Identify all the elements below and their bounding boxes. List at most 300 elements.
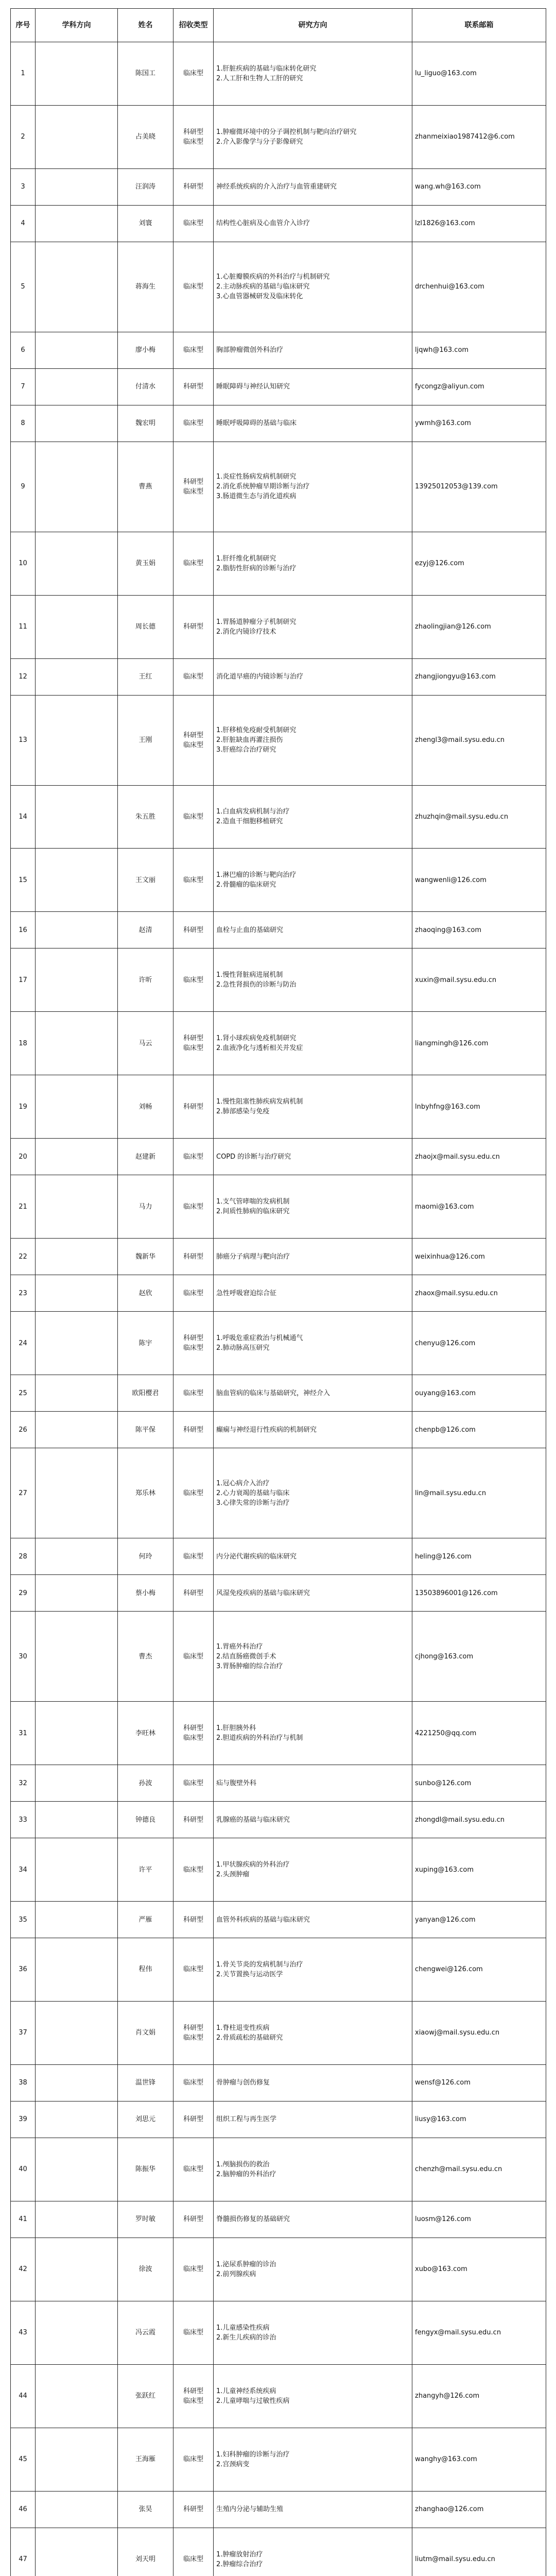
row-number: 24	[11, 1312, 36, 1375]
supervisor-name: 王红	[118, 658, 173, 695]
row-number: 38	[11, 2064, 36, 2101]
table-row	[11, 1612, 546, 1702]
supervisor-name: 刘畅	[118, 1075, 173, 1139]
table-row	[11, 368, 546, 405]
row-number: 25	[11, 1375, 36, 1412]
discipline-cell	[36, 1901, 118, 1938]
discipline-cell	[36, 2364, 118, 2428]
row-number: 20	[11, 1139, 36, 1175]
discipline-cell	[36, 2528, 118, 2576]
research-direction: 1.慢性肾脏病进展机制 2.急性肾损伤的诊断与防治	[214, 948, 412, 1012]
admission-type: 临床型	[173, 849, 214, 912]
row-number: 40	[11, 2138, 36, 2201]
table-row	[11, 1175, 546, 1239]
discipline-cell	[36, 332, 118, 368]
supervisor-name: 付清水	[118, 368, 173, 405]
header-cell: 研究方向	[214, 9, 412, 42]
research-direction: 1.儿童感染性疾病 2.新生儿疾病的诊治	[214, 2301, 412, 2364]
admission-type: 临床型	[173, 2301, 214, 2364]
table-row	[11, 532, 546, 595]
research-direction: 1.肾小球疾病免疫机制研究 2.血液净化与透析相关并发症	[214, 1012, 412, 1075]
research-direction: 1.肝纤维化机制研究 2.脂肪性肝病的诊断与治疗	[214, 532, 412, 595]
admission-type: 科研型	[173, 1239, 214, 1275]
admission-type: 科研型	[173, 1412, 214, 1448]
row-number: 12	[11, 658, 36, 695]
research-direction: 1.胃肠道肿瘤分子机制研究 2.消化内镜诊疗技术	[214, 595, 412, 658]
table-row	[11, 1075, 546, 1139]
row-number: 31	[11, 1702, 36, 1765]
row-number: 37	[11, 2001, 36, 2064]
table-row	[11, 42, 546, 106]
contact-email: zhanghao@126.com	[412, 2491, 546, 2528]
discipline-cell	[36, 405, 118, 442]
header-cell: 姓名	[118, 9, 173, 42]
table-row	[11, 2064, 546, 2101]
contact-email: zhaox@mail.sysu.edu.cn	[412, 1275, 546, 1312]
research-direction: 血栓与止血的基础研究	[214, 912, 412, 948]
header-cell: 招收类型	[173, 9, 214, 42]
discipline-cell	[36, 168, 118, 205]
research-direction: 1.心脏瓣膜疾病的外科治疗与机制研究 2.主动脉疾病的基础与临床研究 3.心血管器械研发及临床转化	[214, 242, 412, 332]
discipline-cell	[36, 948, 118, 1012]
admission-type: 科研型	[173, 1802, 214, 1838]
contact-email: zhengl3@mail.sysu.edu.cn	[412, 695, 546, 785]
admission-type: 科研型 临床型	[173, 442, 214, 532]
row-number: 11	[11, 595, 36, 658]
research-direction: 1.肝脏疾病的基础与临床转化研究 2.人工肝和生物人工肝的研究	[214, 42, 412, 106]
supervisor-name: 李旺林	[118, 1702, 173, 1765]
table-row	[11, 785, 546, 849]
discipline-cell	[36, 105, 118, 168]
contact-email: fycongz@aliyun.com	[412, 368, 546, 405]
research-direction: COPD 的诊断与治疗研究	[214, 1139, 412, 1175]
supervisor-name: 刘寰	[118, 205, 173, 242]
research-direction: 1.炎症性肠病发病机制研究 2.消化系统肿瘤早期诊断与治疗 3.肠道微生态与消化道疾病	[214, 442, 412, 532]
supervisor-name: 马力	[118, 1175, 173, 1239]
document-page	[10, 8, 546, 2576]
table-row	[11, 1765, 546, 1801]
row-number: 2	[11, 105, 36, 168]
contact-email: wangwenli@126.com	[412, 849, 546, 912]
admission-type: 科研型 临床型	[173, 1702, 214, 1765]
discipline-cell	[36, 2101, 118, 2138]
row-number: 15	[11, 849, 36, 912]
admission-type: 临床型	[173, 2064, 214, 2101]
table-row	[11, 1702, 546, 1765]
admission-type: 临床型	[173, 332, 214, 368]
research-direction: 1.肝胆胰外科 2.胆道疾病的外科治疗与机制	[214, 1702, 412, 1765]
supervisor-name: 罗时敏	[118, 2201, 173, 2238]
discipline-cell	[36, 2001, 118, 2064]
row-number: 34	[11, 1838, 36, 1902]
contact-email: xiaowj@mail.sysu.edu.cn	[412, 2001, 546, 2064]
supervisor-name: 陈国工	[118, 42, 173, 106]
supervisor-name: 蒋海生	[118, 242, 173, 332]
table-row	[11, 1802, 546, 1838]
contact-email: wensf@126.com	[412, 2064, 546, 2101]
contact-email: yanyan@126.com	[412, 1901, 546, 1938]
row-number: 26	[11, 1412, 36, 1448]
admission-type: 科研型 临床型	[173, 1312, 214, 1375]
contact-email: zhuzhqin@mail.sysu.edu.cn	[412, 785, 546, 849]
row-number: 30	[11, 1612, 36, 1702]
supervisor-name: 曹杰	[118, 1612, 173, 1702]
table-row	[11, 242, 546, 332]
admission-type: 临床型	[173, 785, 214, 849]
table-row	[11, 105, 546, 168]
table-row	[11, 1448, 546, 1538]
discipline-cell	[36, 1538, 118, 1575]
discipline-cell	[36, 595, 118, 658]
admission-type: 科研型	[173, 2201, 214, 2238]
table-row	[11, 2491, 546, 2528]
supervisor-name: 欧阳樱君	[118, 1375, 173, 1412]
table-row	[11, 595, 546, 658]
discipline-cell	[36, 1075, 118, 1139]
research-direction: 1.呼吸危重症救治与机械通气 2.肺动脉高压研究	[214, 1312, 412, 1375]
table-row	[11, 948, 546, 1012]
contact-email: zhaojx@mail.sysu.edu.cn	[412, 1139, 546, 1175]
discipline-cell	[36, 1375, 118, 1412]
row-number: 21	[11, 1175, 36, 1239]
discipline-cell	[36, 532, 118, 595]
research-direction: 1.儿童神经系统疾病 2.儿童哮喘与过敏性疾病	[214, 2364, 412, 2428]
supervisor-name: 曹燕	[118, 442, 173, 532]
research-direction: 1.肝移植免疫耐受机制研究 2.肝脏缺血再灌注损伤 3.肝癌综合治疗研究	[214, 695, 412, 785]
contact-email: zhanmeixiao1987412@6.com	[412, 105, 546, 168]
discipline-cell	[36, 1765, 118, 1801]
table-row	[11, 332, 546, 368]
discipline-cell	[36, 1575, 118, 1612]
discipline-cell	[36, 1612, 118, 1702]
contact-email: chenzh@mail.sysu.edu.cn	[412, 2138, 546, 2201]
supervisor-name: 陈振华	[118, 2138, 173, 2201]
discipline-cell	[36, 205, 118, 242]
admission-type: 临床型	[173, 2138, 214, 2201]
supervisor-name: 肖文娟	[118, 2001, 173, 2064]
row-number: 18	[11, 1012, 36, 1075]
admission-type: 科研型	[173, 912, 214, 948]
supervisor-name: 朱五胜	[118, 785, 173, 849]
supervisor-table	[10, 8, 546, 2576]
research-direction: 睡眠呼吸障碍的基础与临床	[214, 405, 412, 442]
row-number: 46	[11, 2491, 36, 2528]
admission-type: 临床型	[173, 2238, 214, 2301]
contact-email: drchenhui@163.com	[412, 242, 546, 332]
discipline-cell	[36, 442, 118, 532]
supervisor-name: 程伟	[118, 1938, 173, 2002]
discipline-cell	[36, 2064, 118, 2101]
contact-email: luosm@126.com	[412, 2201, 546, 2238]
row-number: 32	[11, 1765, 36, 1801]
table-row	[11, 1012, 546, 1075]
discipline-cell	[36, 912, 118, 948]
contact-email: liusy@163.com	[412, 2101, 546, 2138]
discipline-cell	[36, 1012, 118, 1075]
discipline-cell	[36, 1412, 118, 1448]
supervisor-name: 孙波	[118, 1765, 173, 1801]
research-direction: 1.泌尿系肿瘤的诊治 2.前列腺疾病	[214, 2238, 412, 2301]
discipline-cell	[36, 2138, 118, 2201]
research-direction: 胸部肿瘤微创外科治疗	[214, 332, 412, 368]
admission-type: 科研型	[173, 595, 214, 658]
admission-type: 科研型 临床型	[173, 695, 214, 785]
row-number: 3	[11, 168, 36, 205]
row-number: 4	[11, 205, 36, 242]
row-number: 6	[11, 332, 36, 368]
admission-type: 临床型	[173, 242, 214, 332]
discipline-cell	[36, 1239, 118, 1275]
admission-type: 临床型	[173, 658, 214, 695]
discipline-cell	[36, 1838, 118, 1902]
admission-type: 科研型 临床型	[173, 2001, 214, 2064]
research-direction: 1.脊柱退变性疾病 2.骨质疏松的基础研究	[214, 2001, 412, 2064]
admission-type: 临床型	[173, 1375, 214, 1412]
row-number: 13	[11, 695, 36, 785]
supervisor-name: 王文丽	[118, 849, 173, 912]
supervisor-name: 周长德	[118, 595, 173, 658]
contact-email: maomi@163.com	[412, 1175, 546, 1239]
supervisor-name: 魏宏明	[118, 405, 173, 442]
row-number: 29	[11, 1575, 36, 1612]
research-direction: 内分泌代谢疾病的临床研究	[214, 1538, 412, 1575]
research-direction: 1.甲状腺疾病的外科治疗 2.头颈肿瘤	[214, 1838, 412, 1902]
table-row	[11, 1312, 546, 1375]
research-direction: 1.支气管哮喘的发病机制 2.间质性肺病的临床研究	[214, 1175, 412, 1239]
table-row	[11, 2001, 546, 2064]
supervisor-name: 温世锋	[118, 2064, 173, 2101]
row-number: 10	[11, 532, 36, 595]
discipline-cell	[36, 1938, 118, 2002]
table-row	[11, 168, 546, 205]
table-row	[11, 912, 546, 948]
row-number: 16	[11, 912, 36, 948]
admission-type: 科研型	[173, 368, 214, 405]
row-number: 22	[11, 1239, 36, 1275]
research-direction: 1.胃癌外科治疗 2.结直肠癌微创手术 3.胃肠肿瘤的综合治疗	[214, 1612, 412, 1702]
supervisor-name: 汪润涛	[118, 168, 173, 205]
contact-email: lin@mail.sysu.edu.cn	[412, 1448, 546, 1538]
discipline-cell	[36, 2301, 118, 2364]
admission-type: 科研型	[173, 1901, 214, 1938]
supervisor-name: 陈平保	[118, 1412, 173, 1448]
table-row	[11, 1838, 546, 1902]
research-direction: 癫痫与神经退行性疾病的机制研究	[214, 1412, 412, 1448]
contact-email: xubo@163.com	[412, 2238, 546, 2301]
row-number: 5	[11, 242, 36, 332]
row-number: 23	[11, 1275, 36, 1312]
research-direction: 脑血管病的临床与基础研究，神经介入	[214, 1375, 412, 1412]
table-row	[11, 2101, 546, 2138]
table-row	[11, 2301, 546, 2364]
supervisor-name: 徐波	[118, 2238, 173, 2301]
admission-type: 科研型	[173, 1575, 214, 1612]
contact-email: fengyx@mail.sysu.edu.cn	[412, 2301, 546, 2364]
contact-email: ljqwh@163.com	[412, 332, 546, 368]
discipline-cell	[36, 785, 118, 849]
row-number: 33	[11, 1802, 36, 1838]
admission-type: 临床型	[173, 532, 214, 595]
contact-email: ywmh@163.com	[412, 405, 546, 442]
discipline-cell	[36, 368, 118, 405]
admission-type: 临床型	[173, 1612, 214, 1702]
contact-email: chenpb@126.com	[412, 1412, 546, 1448]
contact-email: lzl1826@163.com	[412, 205, 546, 242]
contact-email: zhaoqing@163.com	[412, 912, 546, 948]
discipline-cell	[36, 242, 118, 332]
header-cell: 学科方向	[36, 9, 118, 42]
discipline-cell	[36, 695, 118, 785]
row-number: 19	[11, 1075, 36, 1139]
contact-email: zhaolingjian@126.com	[412, 595, 546, 658]
discipline-cell	[36, 1175, 118, 1239]
discipline-cell	[36, 1702, 118, 1765]
research-direction: 血管外科疾病的基础与临床研究	[214, 1901, 412, 1938]
supervisor-name: 钟德良	[118, 1802, 173, 1838]
admission-type: 临床型	[173, 405, 214, 442]
row-number: 39	[11, 2101, 36, 2138]
supervisor-name: 冯云霞	[118, 2301, 173, 2364]
admission-type: 科研型 临床型	[173, 105, 214, 168]
header-cell: 序号	[11, 9, 36, 42]
research-direction: 脊髓损伤修复的基础研究	[214, 2201, 412, 2238]
table-row	[11, 1375, 546, 1412]
table-row	[11, 2428, 546, 2491]
header-cell: 联系邮箱	[412, 9, 546, 42]
research-direction: 1.颅脑损伤的救治 2.脑肿瘤的外科治疗	[214, 2138, 412, 2201]
supervisor-name: 黄玉娟	[118, 532, 173, 595]
table-row	[11, 1538, 546, 1575]
contact-email: xuping@163.com	[412, 1838, 546, 1902]
row-number: 43	[11, 2301, 36, 2364]
supervisor-name: 王海雁	[118, 2428, 173, 2491]
research-direction: 1.慢性阻塞性肺疾病发病机制 2.肺部感染与免疫	[214, 1075, 412, 1139]
supervisor-name: 赵欣	[118, 1275, 173, 1312]
row-number: 1	[11, 42, 36, 106]
row-number: 9	[11, 442, 36, 532]
table-row	[11, 695, 546, 785]
supervisor-name: 张跃红	[118, 2364, 173, 2428]
admission-type: 科研型	[173, 2491, 214, 2528]
supervisor-name: 张昊	[118, 2491, 173, 2528]
table-row	[11, 1412, 546, 1448]
table-row	[11, 205, 546, 242]
row-number: 44	[11, 2364, 36, 2428]
row-number: 47	[11, 2528, 36, 2576]
table-row	[11, 1901, 546, 1938]
table-row	[11, 1575, 546, 1612]
discipline-cell	[36, 1312, 118, 1375]
admission-type: 临床型	[173, 2528, 214, 2576]
contact-email: heling@126.com	[412, 1538, 546, 1575]
contact-email: chengwei@126.com	[412, 1938, 546, 2002]
row-number: 14	[11, 785, 36, 849]
research-direction: 1.白血病发病机制与治疗 2.造血干细胞移植研究	[214, 785, 412, 849]
supervisor-name: 魏新华	[118, 1239, 173, 1275]
contact-email: ouyang@163.com	[412, 1375, 546, 1412]
table-row	[11, 849, 546, 912]
admission-type: 科研型	[173, 1075, 214, 1139]
table-row	[11, 2364, 546, 2428]
discipline-cell	[36, 2238, 118, 2301]
table-row	[11, 405, 546, 442]
table-row	[11, 658, 546, 695]
research-direction: 肺癌分子病理与靶向治疗	[214, 1239, 412, 1275]
contact-email: zhangjiongyu@163.com	[412, 658, 546, 695]
contact-email: wang.wh@163.com	[412, 168, 546, 205]
research-direction: 1.肿瘤微环境中的分子调控机制与靶向治疗研究 2.介入影像学与分子影像研究	[214, 105, 412, 168]
table-row	[11, 1139, 546, 1175]
contact-email: cjhong@163.com	[412, 1612, 546, 1702]
contact-email: chenyu@126.com	[412, 1312, 546, 1375]
supervisor-name: 严雁	[118, 1901, 173, 1938]
research-direction: 1.冠心病介入治疗 2.心力衰竭的基础与临床 3.心律失常的诊断与治疗	[214, 1448, 412, 1538]
supervisor-name: 马云	[118, 1012, 173, 1075]
research-direction: 骨肿瘤与创伤修复	[214, 2064, 412, 2101]
admission-type: 临床型	[173, 1838, 214, 1902]
research-direction: 消化道早癌的内镜诊断与治疗	[214, 658, 412, 695]
discipline-cell	[36, 1139, 118, 1175]
table-row	[11, 442, 546, 532]
admission-type: 临床型	[173, 1139, 214, 1175]
contact-email: lu_liguo@163.com	[412, 42, 546, 106]
discipline-cell	[36, 42, 118, 106]
row-number: 28	[11, 1538, 36, 1575]
contact-email: xuxin@mail.sysu.edu.cn	[412, 948, 546, 1012]
supervisor-name: 赵清	[118, 912, 173, 948]
table-row	[11, 2238, 546, 2301]
research-direction: 组织工程与再生医学	[214, 2101, 412, 2138]
contact-email: liutm@mail.sysu.edu.cn	[412, 2528, 546, 2576]
row-number: 41	[11, 2201, 36, 2238]
supervisor-name: 王刚	[118, 695, 173, 785]
contact-email: lnbyhfng@163.com	[412, 1075, 546, 1139]
research-direction: 睡眠障碍与神经认知研究	[214, 368, 412, 405]
research-direction: 1.肿瘤放射治疗 2.肿瘤综合治疗	[214, 2528, 412, 2576]
research-direction: 结构性心脏病及心血管介入诊疗	[214, 205, 412, 242]
table-row	[11, 1239, 546, 1275]
admission-type: 临床型	[173, 1938, 214, 2002]
discipline-cell	[36, 849, 118, 912]
supervisor-name: 刘思元	[118, 2101, 173, 2138]
table-row	[11, 1938, 546, 2002]
table-header-row	[11, 9, 546, 42]
row-number: 8	[11, 405, 36, 442]
row-number: 36	[11, 1938, 36, 2002]
table-row	[11, 2201, 546, 2238]
supervisor-name: 赵建新	[118, 1139, 173, 1175]
research-direction: 1.妇科肿瘤的诊断与治疗 2.宫颈病变	[214, 2428, 412, 2491]
admission-type: 科研型 临床型	[173, 1012, 214, 1075]
contact-email: 4221250@qq.com	[412, 1702, 546, 1765]
contact-email: wanghy@163.com	[412, 2428, 546, 2491]
contact-email: sunbo@126.com	[412, 1765, 546, 1801]
supervisor-name: 占美晓	[118, 105, 173, 168]
admission-type: 临床型	[173, 1448, 214, 1538]
supervisor-name: 许平	[118, 1838, 173, 1902]
research-direction: 乳腺癌的基础与临床研究	[214, 1802, 412, 1838]
discipline-cell	[36, 1448, 118, 1538]
row-number: 45	[11, 2428, 36, 2491]
discipline-cell	[36, 658, 118, 695]
research-direction: 神经系统疾病的介入治疗与血管重建研究	[214, 168, 412, 205]
row-number: 7	[11, 368, 36, 405]
admission-type: 科研型 临床型	[173, 2364, 214, 2428]
discipline-cell	[36, 1802, 118, 1838]
research-direction: 生殖内分泌与辅助生殖	[214, 2491, 412, 2528]
supervisor-name: 郑乐林	[118, 1448, 173, 1538]
row-number: 27	[11, 1448, 36, 1538]
